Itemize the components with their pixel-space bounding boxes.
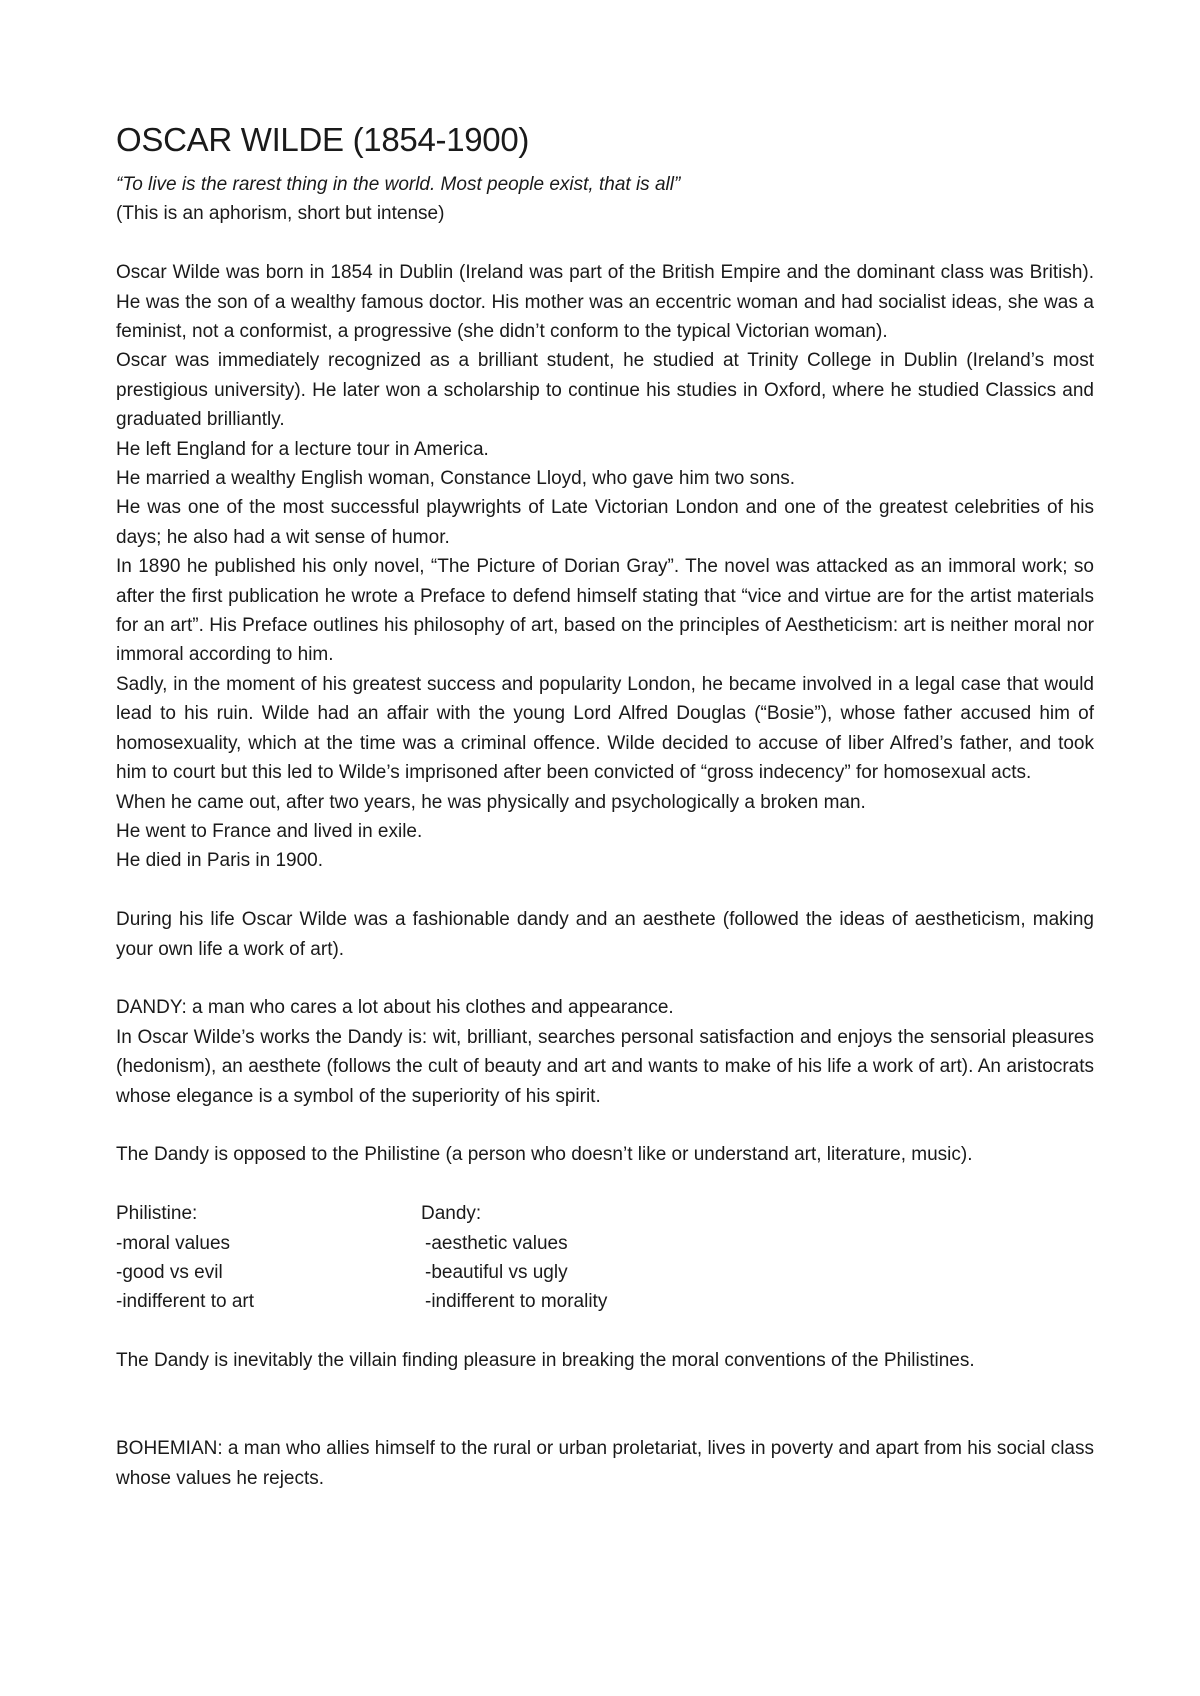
bio-paragraph: Oscar was immediately recognized as a brilliant student, he studied at Trinity College in Dublin (Ireland’s most prestigious university). He later won a scholarship to continue his studies in Oxford, where he studied Classics and graduated brilliantly. <box>116 350 1094 431</box>
bio-paragraph: When he came out, after two years, he was physically and psychologically a broken man. <box>116 791 866 813</box>
philistine-header: Philistine: <box>116 1203 198 1225</box>
bio-paragraph: He married a wealthy English woman, Constance Lloyd, who gave him two sons. <box>116 468 796 490</box>
dandy-works-paragraph: In Oscar Wilde’s works the Dandy is: wit, brilliant, searches personal satisfaction and enjoys the sensorial pleasures (hedonism), an aesthete (follows the cult of beauty and art and wants to make of his life a work of art). An aristocrats whose elegance is a symbol of the superiority of his spirit. <box>116 1026 1094 1107</box>
dandy-column <box>421 1199 821 1317</box>
spacer <box>116 1317 1094 1346</box>
dandy-header: Dandy: <box>421 1203 482 1225</box>
spacer <box>116 876 1094 905</box>
bohemian-paragraph: BOHEMIAN: a man who allies himself to the rural or urban proletariat, lives in poverty and apart from his social class whose values he rejects. <box>116 1438 1094 1489</box>
opposed-paragraph: The Dandy is opposed to the Philistine (a person who doesn’t like or understand art, literature, music). <box>116 1144 973 1166</box>
philistine-item: -good vs evil <box>116 1261 223 1283</box>
document-page <box>116 120 1094 1493</box>
philistine-item: -moral values <box>116 1232 231 1254</box>
bio-paragraph: He was one of the most successful playwrights of Late Victorian London and one of the greatest celebrities of his days; he also had a wit sense of humor. <box>116 497 1094 548</box>
bio-paragraph: In 1890 he published his only novel, “The Picture of Dorian Gray”. The novel was attacked as an immoral work; so after the first publication he wrote a Preface to defend himself stating that “vice and virtue are for the artist materials for an art”. His Preface outlines his philosophy of art, based on the principles of Aestheticism: art is neither moral nor immoral according to him. <box>116 556 1094 666</box>
spacer <box>116 1111 1094 1140</box>
dandy-definition: DANDY: a man who cares a lot about his clothes and appearance. <box>116 997 674 1019</box>
page-title: OSCAR WILDE (1854-1900) <box>116 121 530 158</box>
dandy-item: -indifferent to morality <box>425 1291 608 1313</box>
spacer <box>116 229 1094 258</box>
spacer <box>116 1170 1094 1199</box>
spacer <box>116 964 1094 993</box>
dandy-intro-paragraph: During his life Oscar Wilde was a fashionable dandy and an aesthete (followed the ideas of aestheticism, making your own life a work of art). <box>116 909 1094 960</box>
bio-paragraph: Oscar Wilde was born in 1854 in Dublin (Ireland was part of the British Empire and the dominant class was British). He was the son of a wealthy famous doctor. His mother was an eccentric woman and had socialist ideas, she was a feminist, not a conformist, a progressive (she didn’t conform to the typical Victorian woman). <box>116 262 1094 343</box>
bio-paragraph: He died in Paris in 1900. <box>116 850 324 872</box>
bio-paragraph: Sadly, in the moment of his greatest success and popularity London, he became involved in a legal case that would lead to his ruin. Wilde had an affair with the young Lord Alfred Douglas (“Bosie”), whose father accused him of homosexuality, which at the time was a criminal offence. Wilde decided to accuse of liber Alfred’s father, and took him to court but this led to Wilde’s imprisoned after been convicted of “gross indecency” for homosexual acts. <box>116 673 1094 784</box>
comparison-table <box>116 1199 1094 1317</box>
bio-paragraph: He went to France and lived in exile. <box>116 820 423 842</box>
philistine-column <box>116 1199 421 1317</box>
dandy-item: -aesthetic values <box>425 1232 568 1254</box>
opening-quote: “To live is the rarest thing in the world. Most people exist, that is all” <box>116 174 681 195</box>
bio-paragraph: He left England for a lecture tour in America. <box>116 438 489 460</box>
spacer <box>116 1376 1094 1435</box>
philistine-item: -indifferent to art <box>116 1291 255 1313</box>
quote-note: (This is an aphorism, short but intense) <box>116 203 445 225</box>
dandy-item: -beautiful vs ugly <box>425 1261 568 1283</box>
villain-paragraph: The Dandy is inevitably the villain finding pleasure in breaking the moral conventions of the Philistines. <box>116 1350 975 1372</box>
